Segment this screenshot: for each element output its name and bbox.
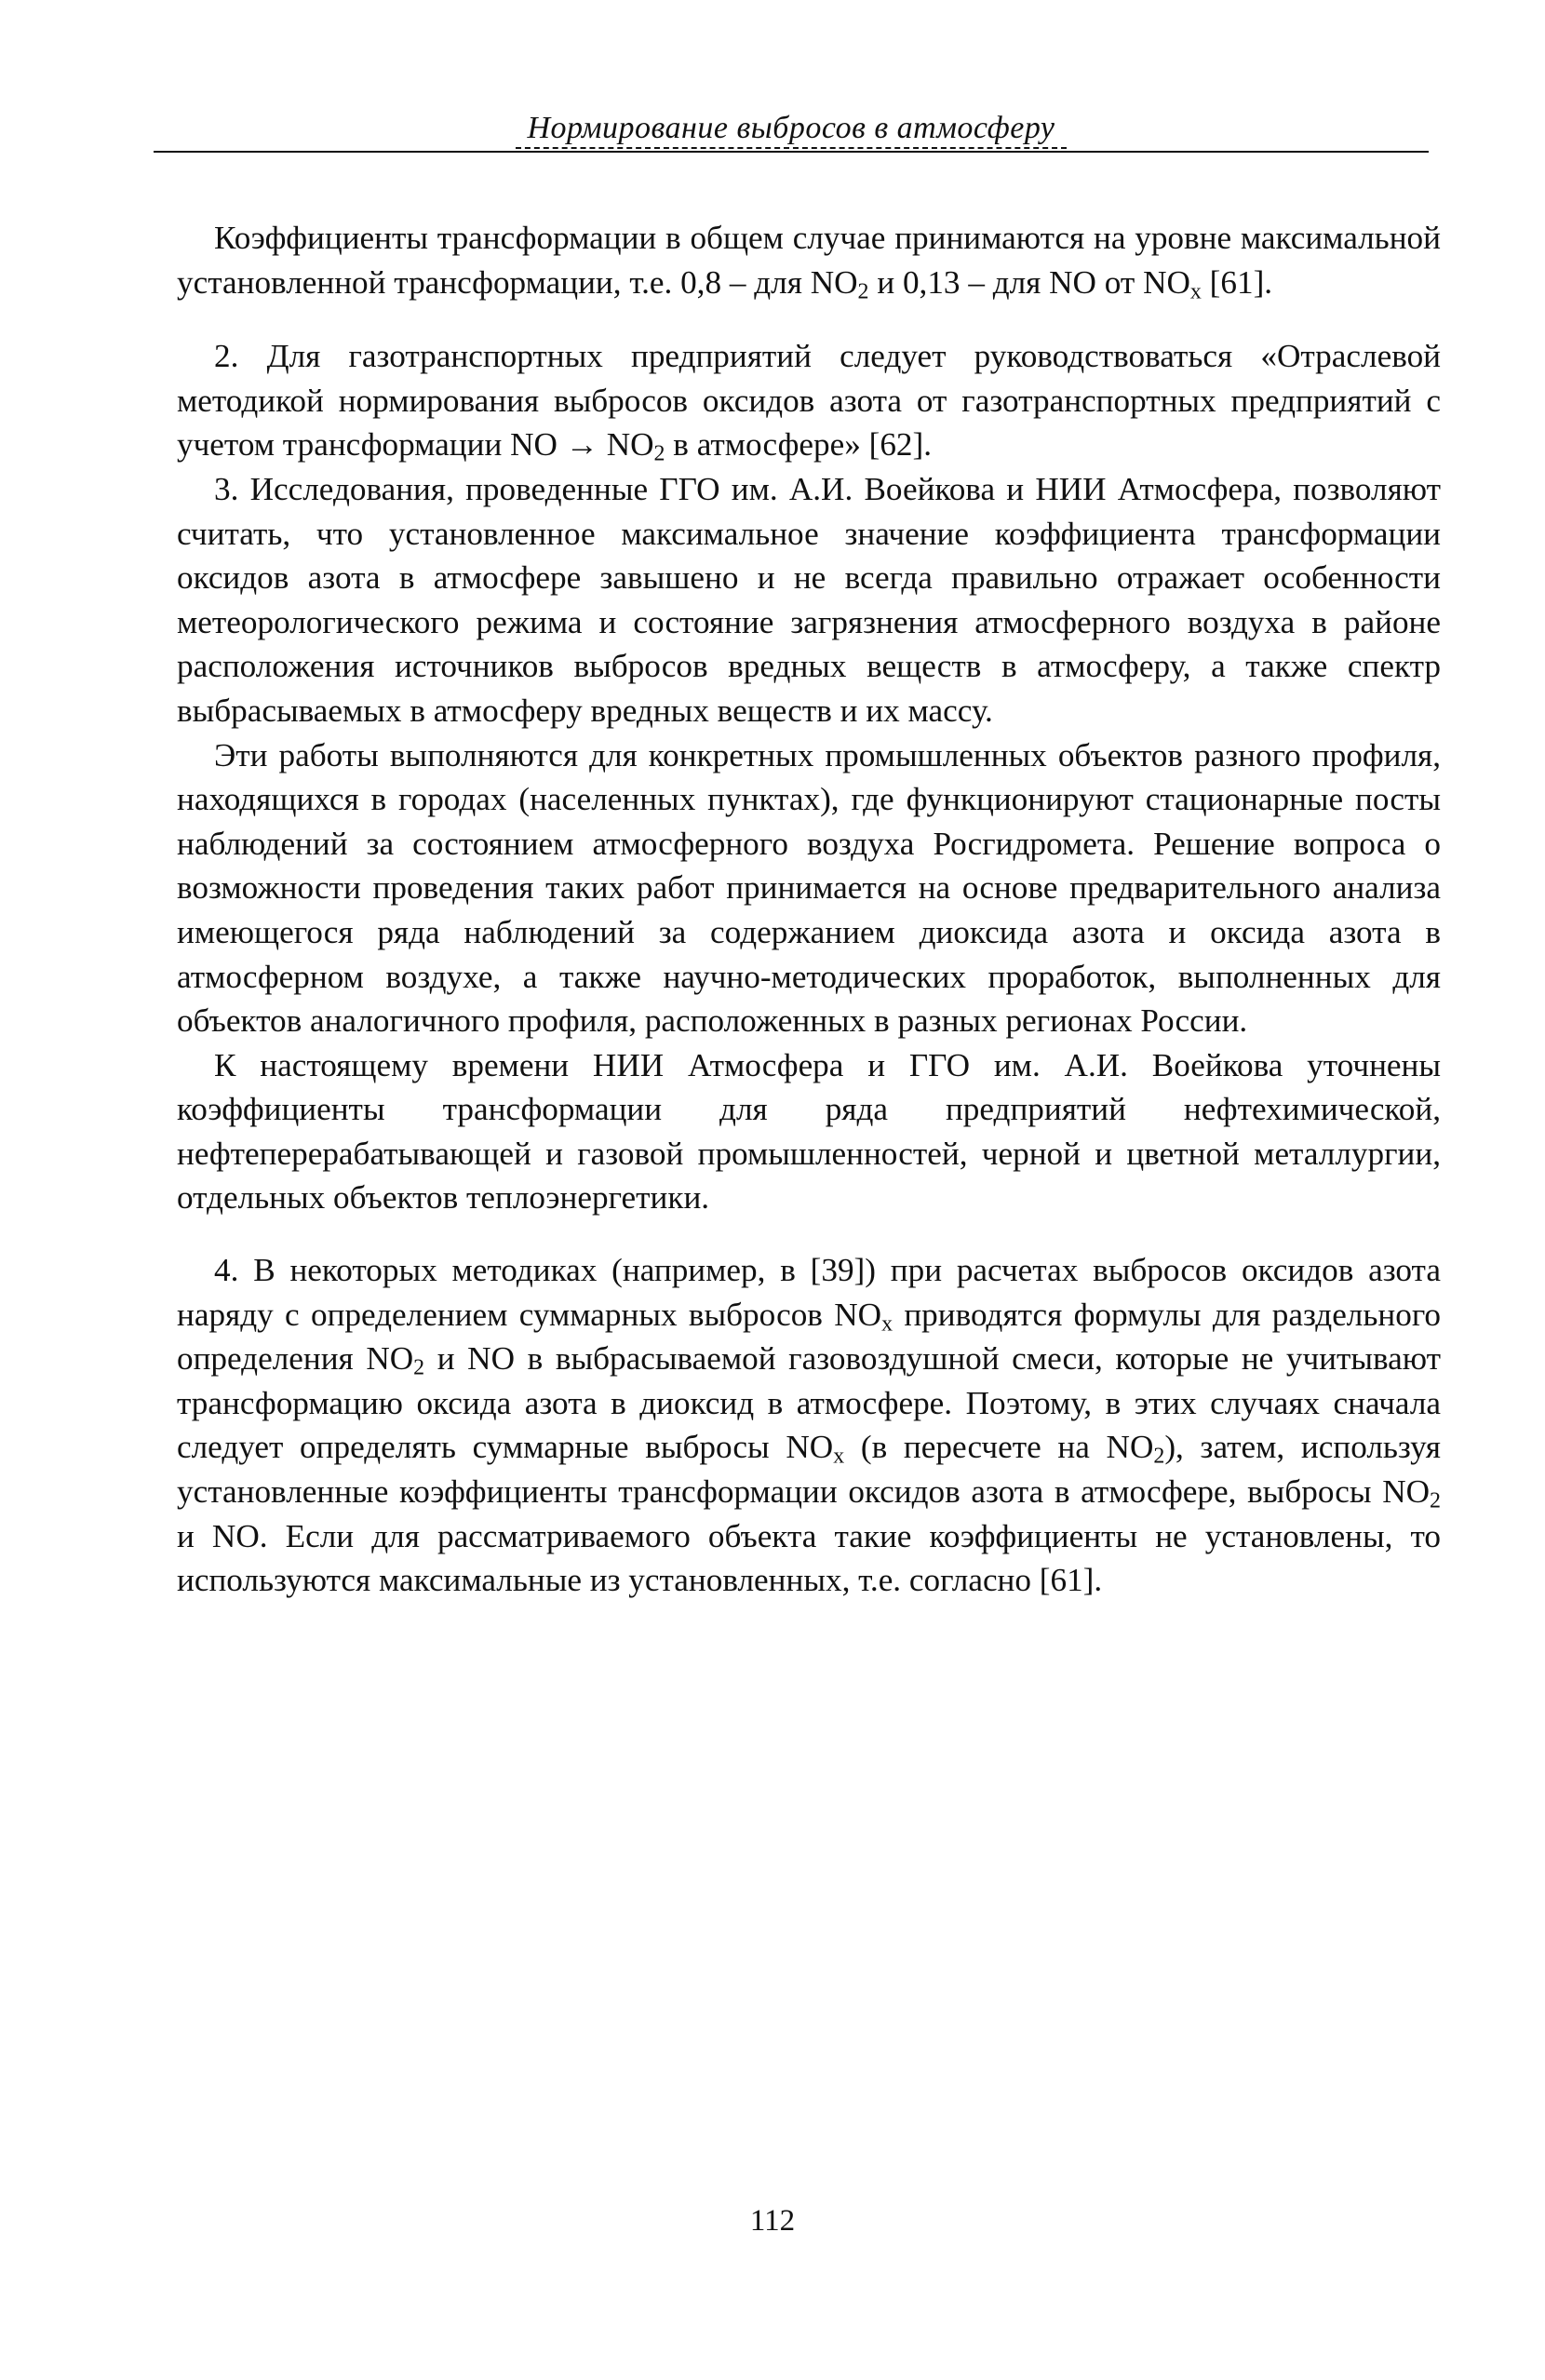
body-text — [177, 216, 1441, 1603]
paragraph-item-4: 4. В некоторых методиках (например, в [39]) при расчетах выбросов оксидов азота наряду с определением суммарных выбросов $NO_x$ приводятся формулы для раздельного определения $NO_2$ и NO в выбрасываемой газовоздушной смеси, которые не учитывают трансформацию оксида азота в диоксид в атмосфере. Поэтому, в этих случаях сначала следует определять суммарные выбросы $NO_x$ (в пересчете на $NO_2$), затем, используя установленные коэффициенты трансформации оксидов азота в атмосфере, выбросы $NO_2$ и NO. Если для рассматриваемого объекта такие коэффициенты не установлены, то используются максимальные из установленных, т.е. согласно [61]. — [177, 1252, 1441, 1599]
page-number: 112 — [749, 2204, 796, 2238]
running-header — [154, 110, 1429, 153]
running-header-title: Нормирование выбросов в атмосферу — [516, 110, 1066, 149]
paragraph-current-status: К настоящему времени НИИ Атмосфера и ГГО им. А.И. Воейкова уточнены коэффициенты трансформации для ряда предприятий нефтехимической, нефтеперерабатывающей и газовой промышленностей, черной и цветной металлургии, отдельных объектов теплоэнергетики. — [177, 1046, 1441, 1217]
paragraph-works: Эти работы выполняются для конкретных промышленных объектов разного профиля, находящихся в городах (населенных пунктах), где функционируют стационарные посты наблюдений за состоянием атмосферного воздуха Росгидромета. Решение вопроса о возможности проведения таких работ принимается на основе предварительного анализа имеющегося ряда наблюдений за содержанием диоксида азота и оксида азота в атмосферном воздухе, а также научно-методических проработок, выполненных для объектов аналогичного профиля, расположенных в разных регионах России. — [177, 736, 1441, 1040]
paragraph-coefficients: Коэффициенты трансформации в общем случае принимаются на уровне максимальной установленной трансформации, т.е. 0,8 – для $NO_2$ и 0,13 – для NO от $NO_x$ [61]. — [177, 220, 1441, 303]
paragraph-item-2: 2. Для газотранспортных предприятий следует руководствоваться «Отраслевой методикой нормирования выбросов оксидов азота от газотранспортных предприятий с учетом трансформации NO → $NO_2$ в атмосфере» [62]. — [177, 338, 1441, 466]
paragraph-item-3: 3. Исследования, проведенные ГГО им. А.И. Воейкова и НИИ Атмосфера, позволяют считать, что установленное максимальное значение коэффициента трансформации оксидов азота в атмосфере завышено и не всегда правильно отражает особенности метеорологического режима и состояние загрязнения атмосферного воздуха в районе расположения источников выбросов вредных веществ в атмосферу, а также спектр выбрасываемых в атмосферу вредных веществ и их массу. — [177, 470, 1441, 729]
